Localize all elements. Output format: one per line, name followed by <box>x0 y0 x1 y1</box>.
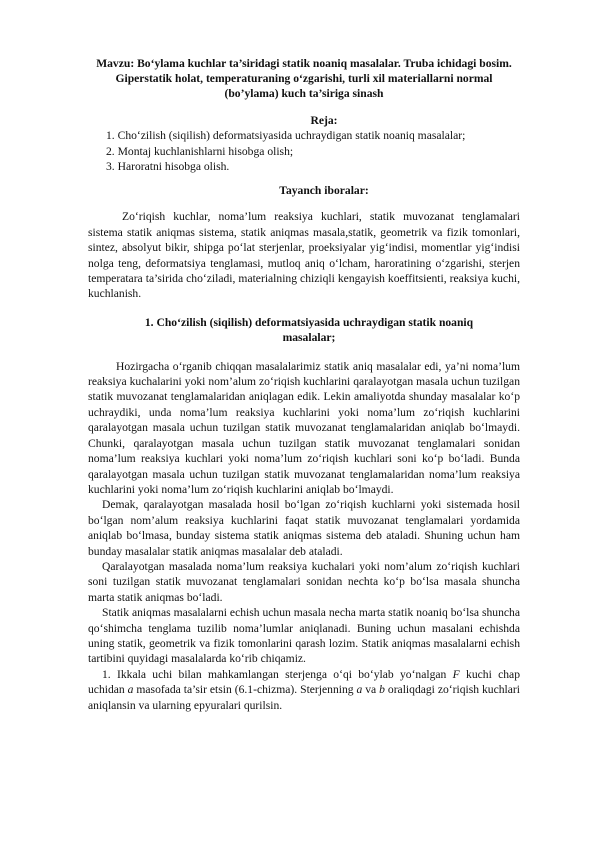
body-paragraph: Demak, qaralayotgan masalada hosil bo‘lgan zo‘riqish kuchlarni yoki sistemada hosil bo‘lgan nom’alum reaksiya kuchlarini faqat statik muvozanat tenglamalari yordamida aniqlab bo‘lmasa, bunday sistema statik aniqmas sistema deb ataladi. Shuning uchun ham bunday masalalar statik aniqmas masalalar deb ataladi. <box>88 498 520 558</box>
text-run: oraliqdagi zo‘riqish kuchlari aniqlansin va ularning epyuralari qurilsin. <box>88 683 520 712</box>
keywords-paragraph: Zo‘riqish kuchlar, noma’lum reaksiya kuchlari, statik muvozanat tenglamalari sistema statik aniqmas sistema, statik aniqmas masala,statik, geometrik va fizik tomonlari, sintez, absolyut bikir, shipga po‘lat sterjenlar, proeksiyalar yig‘indisi, momentlar yig‘indisi nolga teng, deformatsiya tenglamasi, mutloq aniq o‘lcham, haroratining o‘zgarishi, sterjen temperatara ta’sirida cho‘ziladi, materialning chiziqli kengayish koeffitsienti, reaksiya kuchi, kuchlanish. <box>88 210 520 301</box>
body-paragraph: Hozirgacha o‘rganib chiqqan masalalarimiz statik aniq masalalar edi, ya’ni noma’lum reaksiya kuchalarini yoki nom’alum zo‘riqish kuchlarini qaralayotgan masala uchun tuzilgan statik muvozanat tenglamalaridan aniqlagan edik. Lekin amaliyotda shunday masalalar ko‘p uchraydiki, unda noma’lum reaksiya kuchlarini yoki noma’lum zo‘riqish kuchlarini qaralayotgan masala uchun tuzilgan statik muvozanat tenglamalaridan aniqlab bo‘lmaydi. Chunki, qaralayotgan masala uchun tuzilgan statik muvozanat tenglamalari sonidan noma’lum reaksiya kuchlari yoki noma’lum zo‘riqish kuchlari soni ko‘p bo‘ladi. Bunda qaralayotgan masala uchun tuzilgan statik muvozanat tenglamalaridan noma’lum reaksiya kuchlarini yoki noma’lum zo‘riqish kuchlarini aniqlab bo‘lmaydi. <box>88 359 520 496</box>
force-symbol: F <box>452 667 460 681</box>
text-run: masofada ta’sir etsin (6.1-chizma). Sterjenning <box>133 683 357 697</box>
keywords-heading: Tayanch iboralar: <box>279 184 369 198</box>
distance-symbol: b <box>379 683 385 697</box>
plan-heading: Reja: <box>310 114 338 127</box>
text-run: kuchi chap uchidan <box>88 667 520 697</box>
distance-symbol: a <box>356 683 363 697</box>
plan-item: 3. Haroratni hisobga olish. <box>106 159 230 173</box>
section-heading: 1. Cho‘zilish (siqilish) deformatsiyasida uchraydigan statik noaniq masalalar; <box>144 315 474 345</box>
text-run: 1. Ikkala uchi bilan mahkamlangan sterjenga o‘qi bo‘ylab yo‘nalgan <box>102 667 453 681</box>
plan-item: 1. Cho‘zilish (siqilish) deformatsiyasida uchraydigan statik noaniq masalalar; <box>106 129 466 143</box>
plan-list <box>88 128 520 174</box>
body-paragraph: Statik aniqmas masalalarni echish uchun masala necha marta statik noaniq bo‘lsa shuncha qo‘shimcha tenglama tuzilib noma’lumlar aniqlanadi. Buning uchun masalani echishda uning statik, geometrik va fizik tomonlarini qarash lozim. Statik aniqmas masalalarni echish tartibini quyidagi masalalarda ko‘rib chiqamiz. <box>88 606 520 666</box>
plan-item: 2. Montaj kuchlanishlarni hisobga olish; <box>106 144 294 158</box>
text-run: va <box>362 683 380 697</box>
document-page <box>88 56 520 713</box>
distance-symbol: a <box>127 683 134 697</box>
body-paragraph <box>88 667 520 713</box>
document-title: Mavzu: Bo‘ylama kuchlar ta’siridagi statik noaniq masalalar. Truba ichidagi bosim. Giperstatik holat, temperaturaning o‘zgarishi, turli xil materiallarni normal (bo’ylama) kuch ta’siriga sinash <box>96 57 512 100</box>
body-paragraph: Qaralayotgan masalada noma’lum reaksiya kuchalari yoki nom’alum zo‘riqish kuchlari soni tuzilgan statik muvozanat tenglamalari sonidan nechta ko‘p bo‘lsa masala shuncha marta statik aniqmas bo‘ladi. <box>88 559 520 604</box>
